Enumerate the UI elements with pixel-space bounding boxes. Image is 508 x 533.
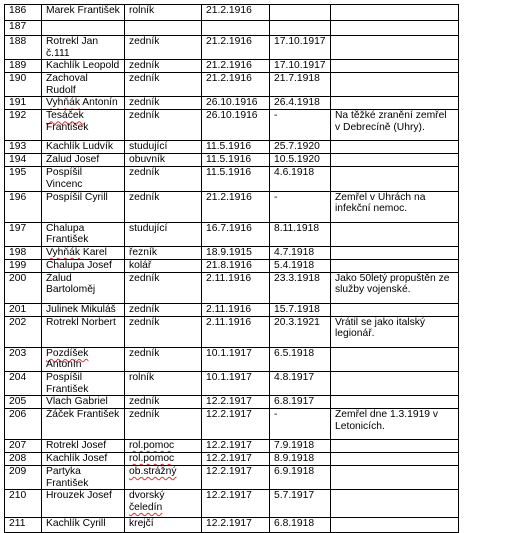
record-number-cell: 197 bbox=[5, 222, 42, 246]
enlisted-date-cell: 12.2.1917 bbox=[202, 490, 270, 518]
records-table bbox=[4, 4, 459, 533]
table-row bbox=[5, 518, 459, 533]
name-cell bbox=[42, 21, 125, 36]
enlisted-date-cell: 21.2.1916 bbox=[202, 191, 270, 222]
enlisted-date-cell bbox=[202, 21, 270, 36]
record-number-cell: 196 bbox=[5, 191, 42, 222]
note-cell bbox=[331, 259, 459, 272]
name-cell: Pospíšil Cyrill bbox=[42, 191, 125, 222]
note-cell: Na těžké zranění zemřel v Debrecíně (Uhry). bbox=[331, 110, 459, 141]
returned-date-cell: - bbox=[270, 191, 331, 222]
returned-date-cell: 4.8.1917 bbox=[270, 371, 331, 395]
enlisted-date-cell: 21.2.1916 bbox=[202, 60, 270, 73]
spellcheck-flag: rol.pomoc bbox=[129, 453, 175, 465]
enlisted-date-cell: 11.5.1916 bbox=[202, 141, 270, 154]
record-number-cell: 188 bbox=[5, 36, 42, 60]
table-row bbox=[5, 272, 459, 303]
occupation-cell: zedník bbox=[125, 316, 202, 347]
spellcheck-flag: rol.pomoc bbox=[129, 440, 175, 452]
name-cell: Chalupa František bbox=[42, 222, 125, 246]
enlisted-date-cell: 11.5.1916 bbox=[202, 154, 270, 167]
record-number-cell: 203 bbox=[5, 347, 42, 371]
records-table-body bbox=[5, 5, 459, 533]
occupation-cell: studující bbox=[125, 222, 202, 246]
name-cell: Žalud Bartoloměj bbox=[42, 272, 125, 303]
name-cell: Rotrekl Josef bbox=[42, 440, 125, 453]
enlisted-date-cell: 11.5.1916 bbox=[202, 167, 270, 191]
returned-date-cell: 4.6.1918 bbox=[270, 167, 331, 191]
table-row bbox=[5, 316, 459, 347]
occupation-cell: zedník bbox=[125, 110, 202, 141]
occupation-cell: zedník bbox=[125, 36, 202, 60]
returned-date-cell: 26.4.1918 bbox=[270, 97, 331, 110]
name-cell: Pospíšil František bbox=[42, 371, 125, 395]
enlisted-date-cell: 12.2.1917 bbox=[202, 453, 270, 466]
enlisted-date-cell: 2.11.1916 bbox=[202, 272, 270, 303]
name-cell: Kachlík Ludvík bbox=[42, 141, 125, 154]
record-number-cell: 199 bbox=[5, 259, 42, 272]
record-number-cell: 206 bbox=[5, 409, 42, 440]
table-row bbox=[5, 36, 459, 60]
note-cell bbox=[331, 303, 459, 316]
occupation-cell: zedník bbox=[125, 347, 202, 371]
returned-date-cell bbox=[270, 5, 331, 21]
occupation-cell bbox=[125, 21, 202, 36]
enlisted-date-cell: 12.2.1917 bbox=[202, 409, 270, 440]
enlisted-date-cell: 26.10.1916 bbox=[202, 97, 270, 110]
record-number-cell: 193 bbox=[5, 141, 42, 154]
note-cell bbox=[331, 73, 459, 97]
table-row bbox=[5, 97, 459, 110]
returned-date-cell: 6.9.1918 bbox=[270, 466, 331, 490]
note-cell bbox=[331, 60, 459, 73]
returned-date-cell: 5.4.1918 bbox=[270, 259, 331, 272]
name-cell: Tesáček František bbox=[42, 110, 125, 141]
table-row bbox=[5, 371, 459, 395]
note-cell: Zemřel dne 1.3.1919 v Letonicích. bbox=[331, 409, 459, 440]
record-number-cell: 211 bbox=[5, 518, 42, 533]
name-cell: Kachlík Josef bbox=[42, 453, 125, 466]
note-cell bbox=[331, 222, 459, 246]
returned-date-cell: 10.5.1920 bbox=[270, 154, 331, 167]
name-cell: Vlach Gabriel bbox=[42, 396, 125, 409]
occupation-cell: rolník bbox=[125, 371, 202, 395]
record-number-cell: 186 bbox=[5, 5, 42, 21]
note-cell bbox=[331, 490, 459, 518]
returned-date-cell: 7.9.1918 bbox=[270, 440, 331, 453]
returned-date-cell: 23.3.1918 bbox=[270, 272, 331, 303]
name-cell: Zachoval Rudolf bbox=[42, 73, 125, 97]
enlisted-date-cell: 18.9.1915 bbox=[202, 246, 270, 259]
record-number-cell: 200 bbox=[5, 272, 42, 303]
returned-date-cell: 6.8.1917 bbox=[270, 396, 331, 409]
record-number-cell: 201 bbox=[5, 303, 42, 316]
name-cell: Pozdíšek Antonín bbox=[42, 347, 125, 371]
spellcheck-flag: ob.strážný bbox=[129, 466, 177, 478]
table-row bbox=[5, 110, 459, 141]
note-cell bbox=[331, 167, 459, 191]
returned-date-cell: 8.9.1918 bbox=[270, 453, 331, 466]
table-row bbox=[5, 490, 459, 518]
note-cell bbox=[331, 466, 459, 490]
name-cell: Rotrekl Jan č.111 bbox=[42, 36, 125, 60]
record-number-cell: 202 bbox=[5, 316, 42, 347]
table-row bbox=[5, 396, 459, 409]
occupation-cell: zedník bbox=[125, 272, 202, 303]
occupation-cell bbox=[125, 440, 202, 453]
table-row bbox=[5, 466, 459, 490]
note-cell bbox=[331, 396, 459, 409]
enlisted-date-cell: 2.11.1916 bbox=[202, 303, 270, 316]
enlisted-date-cell: 21.2.1916 bbox=[202, 5, 270, 21]
occupation-cell: zedník bbox=[125, 97, 202, 110]
record-number-cell: 198 bbox=[5, 246, 42, 259]
enlisted-date-cell: 21.2.1916 bbox=[202, 73, 270, 97]
note-cell bbox=[331, 21, 459, 36]
name-cell: Partyka František bbox=[42, 466, 125, 490]
note-cell bbox=[331, 453, 459, 466]
spellcheck-flag: čeledín bbox=[129, 501, 163, 513]
spellcheck-flag: Tesáček bbox=[46, 110, 84, 122]
table-row bbox=[5, 303, 459, 316]
returned-date-cell: 15.7.1918 bbox=[270, 303, 331, 316]
spellcheck-flag: Pozdíšek bbox=[46, 347, 89, 359]
record-number-cell: 207 bbox=[5, 440, 42, 453]
occupation-cell: studující bbox=[125, 141, 202, 154]
note-cell bbox=[331, 97, 459, 110]
record-number-cell: 204 bbox=[5, 371, 42, 395]
occupation-cell: zedník bbox=[125, 167, 202, 191]
table-row bbox=[5, 222, 459, 246]
note-cell bbox=[331, 371, 459, 395]
table-row bbox=[5, 246, 459, 259]
table-row bbox=[5, 347, 459, 371]
occupation-cell: krejčí bbox=[125, 518, 202, 533]
occupation-cell: kolář bbox=[125, 259, 202, 272]
name-cell: Chalupa Josef bbox=[42, 259, 125, 272]
enlisted-date-cell: 12.2.1917 bbox=[202, 518, 270, 533]
record-number-cell: 208 bbox=[5, 453, 42, 466]
returned-date-cell: 17.10.1917 bbox=[270, 60, 331, 73]
record-number-cell: 190 bbox=[5, 73, 42, 97]
note-cell: Jako 50letý propuštěn ze služby vojenské. bbox=[331, 272, 459, 303]
returned-date-cell: 6.5.1918 bbox=[270, 347, 331, 371]
occupation-cell: zedník bbox=[125, 396, 202, 409]
name-cell: Vyhňák Antonín bbox=[42, 97, 125, 110]
name-cell: Marek František bbox=[42, 5, 125, 21]
name-cell: Hrouzek Josef bbox=[42, 490, 125, 518]
table-row bbox=[5, 259, 459, 272]
returned-date-cell: - bbox=[270, 110, 331, 141]
enlisted-date-cell: 12.2.1917 bbox=[202, 440, 270, 453]
enlisted-date-cell: 12.2.1917 bbox=[202, 396, 270, 409]
note-cell: Zemřel v Uhrách na infekční nemoc. bbox=[331, 191, 459, 222]
occupation-cell: zedník bbox=[125, 60, 202, 73]
record-number-cell: 194 bbox=[5, 154, 42, 167]
returned-date-cell: 21.7.1918 bbox=[270, 73, 331, 97]
returned-date-cell: 8.11.1918 bbox=[270, 222, 331, 246]
note-cell bbox=[331, 154, 459, 167]
occupation-cell: dvorský čeledín bbox=[125, 490, 202, 518]
name-cell: Kachlík Leopold bbox=[42, 60, 125, 73]
returned-date-cell: 5.7.1917 bbox=[270, 490, 331, 518]
returned-date-cell: 17.10.1917 bbox=[270, 36, 331, 60]
returned-date-cell: 25.7.1920 bbox=[270, 141, 331, 154]
returned-date-cell: 6.8.1918 bbox=[270, 518, 331, 533]
record-number-cell: 187 bbox=[5, 21, 42, 36]
spellcheck-flag: Vyhňák bbox=[46, 246, 80, 258]
table-row bbox=[5, 440, 459, 453]
record-number-cell: 191 bbox=[5, 97, 42, 110]
spellcheck-flag: Vyhňák bbox=[46, 97, 80, 109]
note-cell bbox=[331, 518, 459, 533]
record-number-cell: 189 bbox=[5, 60, 42, 73]
record-number-cell: 205 bbox=[5, 396, 42, 409]
table-row bbox=[5, 141, 459, 154]
name-cell: Kachlík Cyrill bbox=[42, 518, 125, 533]
occupation-cell: zedník bbox=[125, 409, 202, 440]
note-cell bbox=[331, 347, 459, 371]
returned-date-cell bbox=[270, 21, 331, 36]
occupation-cell bbox=[125, 466, 202, 490]
occupation-cell: zedník bbox=[125, 303, 202, 316]
returned-date-cell: - bbox=[270, 409, 331, 440]
occupation-cell: zedník bbox=[125, 73, 202, 97]
name-cell: Julinek Mikuláš bbox=[42, 303, 125, 316]
enlisted-date-cell: 26.10.1916 bbox=[202, 110, 270, 141]
table-row bbox=[5, 73, 459, 97]
name-cell: Žáček František bbox=[42, 409, 125, 440]
note-cell bbox=[331, 5, 459, 21]
returned-date-cell: 20.3.1921 bbox=[270, 316, 331, 347]
table-row bbox=[5, 5, 459, 21]
table-row bbox=[5, 167, 459, 191]
enlisted-date-cell: 21.2.1916 bbox=[202, 36, 270, 60]
table-row bbox=[5, 60, 459, 73]
record-number-cell: 195 bbox=[5, 167, 42, 191]
note-cell: Vrátil se jako italský legionář. bbox=[331, 316, 459, 347]
name-cell: Pospíšil Vincenc bbox=[42, 167, 125, 191]
enlisted-date-cell: 12.2.1917 bbox=[202, 466, 270, 490]
record-number-cell: 192 bbox=[5, 110, 42, 141]
table-row bbox=[5, 191, 459, 222]
occupation-cell: rolník bbox=[125, 5, 202, 21]
enlisted-date-cell: 10.1.1917 bbox=[202, 347, 270, 371]
occupation-cell: zedník bbox=[125, 191, 202, 222]
table-row bbox=[5, 21, 459, 36]
name-cell: Žalud Josef bbox=[42, 154, 125, 167]
occupation-cell: obuvník bbox=[125, 154, 202, 167]
record-number-cell: 209 bbox=[5, 466, 42, 490]
occupation-cell bbox=[125, 453, 202, 466]
enlisted-date-cell: 16.7.1916 bbox=[202, 222, 270, 246]
enlisted-date-cell: 21.8.1916 bbox=[202, 259, 270, 272]
table-row bbox=[5, 453, 459, 466]
table-row bbox=[5, 154, 459, 167]
name-cell: Vyhňák Karel bbox=[42, 246, 125, 259]
note-cell bbox=[331, 246, 459, 259]
enlisted-date-cell: 2.11.1916 bbox=[202, 316, 270, 347]
returned-date-cell: 4.7.1918 bbox=[270, 246, 331, 259]
note-cell bbox=[331, 440, 459, 453]
note-cell bbox=[331, 141, 459, 154]
note-cell bbox=[331, 36, 459, 60]
occupation-cell: řezník bbox=[125, 246, 202, 259]
record-number-cell: 210 bbox=[5, 490, 42, 518]
enlisted-date-cell: 10.1.1917 bbox=[202, 371, 270, 395]
name-cell: Rotrekl Norbert bbox=[42, 316, 125, 347]
table-row bbox=[5, 409, 459, 440]
